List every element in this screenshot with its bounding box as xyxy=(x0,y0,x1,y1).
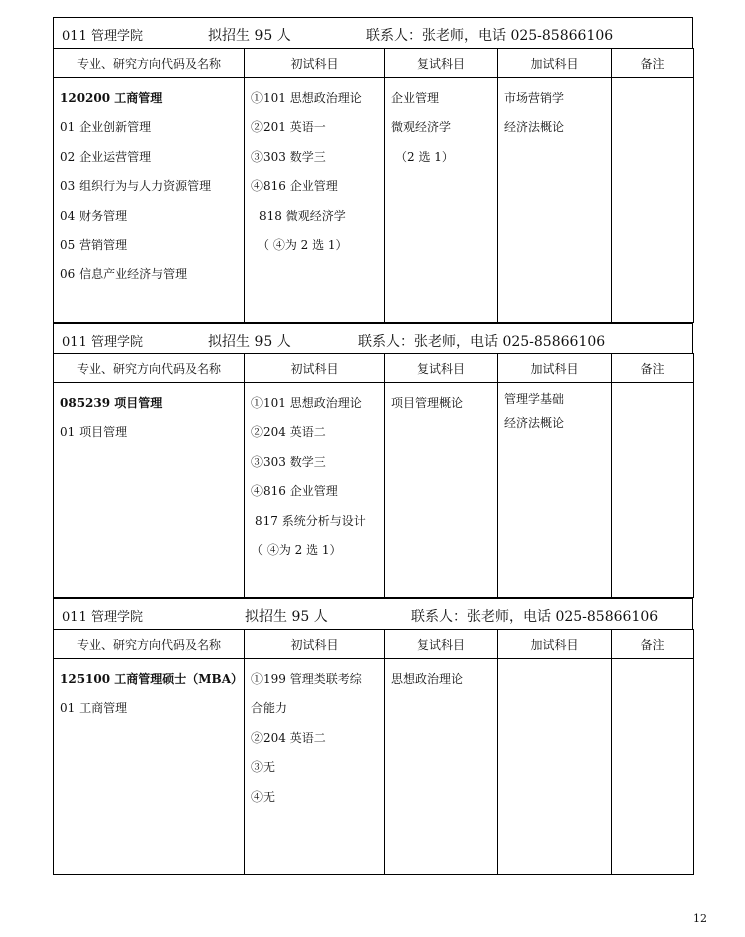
contact-info: 联系人：张老师，电话 025-85866106 xyxy=(411,609,659,625)
extra-subject: 经济法概论 xyxy=(504,120,565,135)
reexam-subject: 微观经济学 xyxy=(391,120,452,135)
initial-exam-cell xyxy=(245,78,384,266)
extra-exam-cell xyxy=(498,659,611,671)
col-reexam: 复试科目 xyxy=(385,354,498,383)
reexam-subject: 思想政治理论 xyxy=(391,672,464,686)
program-table xyxy=(53,629,694,875)
school-name: 011 管理学院 xyxy=(62,610,143,625)
enrollment-quota: 拟招生 95 人 xyxy=(208,334,291,350)
col-initial-exam: 初试科目 xyxy=(245,630,385,659)
exam-subject: ①101 思想政治理论 xyxy=(251,396,362,410)
direction-item: 04 财务管理 xyxy=(60,208,128,223)
contact-info: 联系人：张老师，电话 025-85866106 xyxy=(366,28,614,44)
column-header-row xyxy=(54,630,694,659)
exam-subject: 818 微观经济学 xyxy=(259,208,346,223)
exam-subject: 合能力 xyxy=(251,701,288,716)
program-block-3 xyxy=(53,598,693,875)
exam-subject: ④816 企业管理 xyxy=(251,179,338,194)
block-header xyxy=(53,323,693,353)
major-cell xyxy=(54,383,244,454)
exam-subject: ④无 xyxy=(251,789,276,804)
reexam-cell xyxy=(385,78,497,178)
direction-item: 01 项目管理 xyxy=(60,425,128,440)
initial-exam-cell xyxy=(245,659,384,818)
extra-exam-cell xyxy=(498,78,611,149)
enrollment-quota: 拟招生 95 人 xyxy=(208,28,291,44)
page-number: 12 xyxy=(693,912,707,925)
col-initial-exam: 初试科目 xyxy=(245,49,385,78)
admission-sheet xyxy=(53,17,693,875)
direction-item: 03 组织行为与人力资源管理 xyxy=(60,179,212,194)
exam-subject: ①101 思想政治理论 xyxy=(251,91,362,105)
column-header-row xyxy=(54,49,694,78)
program-row xyxy=(54,659,694,875)
reexam-cell xyxy=(385,659,497,700)
major-title: 085239 项目管理 xyxy=(60,396,163,410)
reexam-subject: 项目管理概论 xyxy=(391,396,464,410)
direction-item: 05 营销管理 xyxy=(60,237,128,252)
major-cell xyxy=(54,78,244,296)
col-remarks: 备注 xyxy=(612,354,694,383)
exam-subject: ③无 xyxy=(251,760,276,775)
reexam-cell xyxy=(385,383,497,424)
school-name: 011 管理学院 xyxy=(62,335,143,350)
direction-item: 06 信息产业经济与管理 xyxy=(60,267,188,282)
school-name: 011 管理学院 xyxy=(62,29,143,44)
exam-subject: ②201 英语一 xyxy=(251,120,326,135)
extra-subject: 管理学基础 xyxy=(504,392,565,406)
exam-subject: ①199 管理类联考综 xyxy=(251,672,362,686)
major-cell xyxy=(54,659,244,730)
col-extra-exam: 加试科目 xyxy=(498,630,612,659)
block-header xyxy=(53,598,693,629)
initial-exam-cell xyxy=(245,383,384,571)
extra-subject: 市场营销学 xyxy=(504,91,565,105)
exam-subject: 817 系统分析与设计 xyxy=(255,513,366,528)
major-title: 125100 工商管理硕士（MBA） xyxy=(60,672,244,686)
col-extra-exam: 加试科目 xyxy=(498,49,612,78)
remarks-cell xyxy=(612,78,693,90)
enrollment-quota: 拟招生 95 人 xyxy=(245,609,328,625)
col-extra-exam: 加试科目 xyxy=(498,354,612,383)
col-remarks: 备注 xyxy=(612,49,694,78)
contact-info: 联系人：张老师，电话 025-85866106 xyxy=(358,334,606,350)
remarks-cell xyxy=(612,659,693,671)
program-table xyxy=(53,48,694,323)
major-title: 120200 工商管理 xyxy=(60,91,163,105)
col-major: 专业、研究方向代码及名称 xyxy=(54,630,245,659)
exam-subject: ④816 企业管理 xyxy=(251,484,338,499)
program-row xyxy=(54,383,694,598)
program-block-2 xyxy=(53,323,693,598)
extra-exam-cell xyxy=(498,383,611,439)
direction-item: 01 企业创新管理 xyxy=(60,120,152,135)
column-header-row xyxy=(54,354,694,383)
program-block-1 xyxy=(53,17,693,323)
col-initial-exam: 初试科目 xyxy=(245,354,385,383)
direction-item: 02 企业运营管理 xyxy=(60,149,152,164)
exam-subject: ②204 英语二 xyxy=(251,730,326,745)
col-major: 专业、研究方向代码及名称 xyxy=(54,49,245,78)
direction-item: 01 工商管理 xyxy=(60,701,128,716)
reexam-note: （2 选 1） xyxy=(395,149,454,164)
remarks-cell xyxy=(612,383,693,395)
program-row xyxy=(54,78,694,323)
exam-note: （ ④为 2 选 1） xyxy=(251,542,342,557)
reexam-subject: 企业管理 xyxy=(391,91,440,105)
col-remarks: 备注 xyxy=(612,630,694,659)
exam-subject: ③303 数学三 xyxy=(251,149,326,164)
extra-subject: 经济法概论 xyxy=(504,416,565,430)
col-major: 专业、研究方向代码及名称 xyxy=(54,354,245,383)
exam-subject: ③303 数学三 xyxy=(251,454,326,469)
col-reexam: 复试科目 xyxy=(385,630,498,659)
exam-note: （ ④为 2 选 1） xyxy=(257,237,348,252)
program-table xyxy=(53,353,694,598)
block-header xyxy=(53,17,693,48)
exam-subject: ②204 英语二 xyxy=(251,425,326,440)
col-reexam: 复试科目 xyxy=(385,49,498,78)
